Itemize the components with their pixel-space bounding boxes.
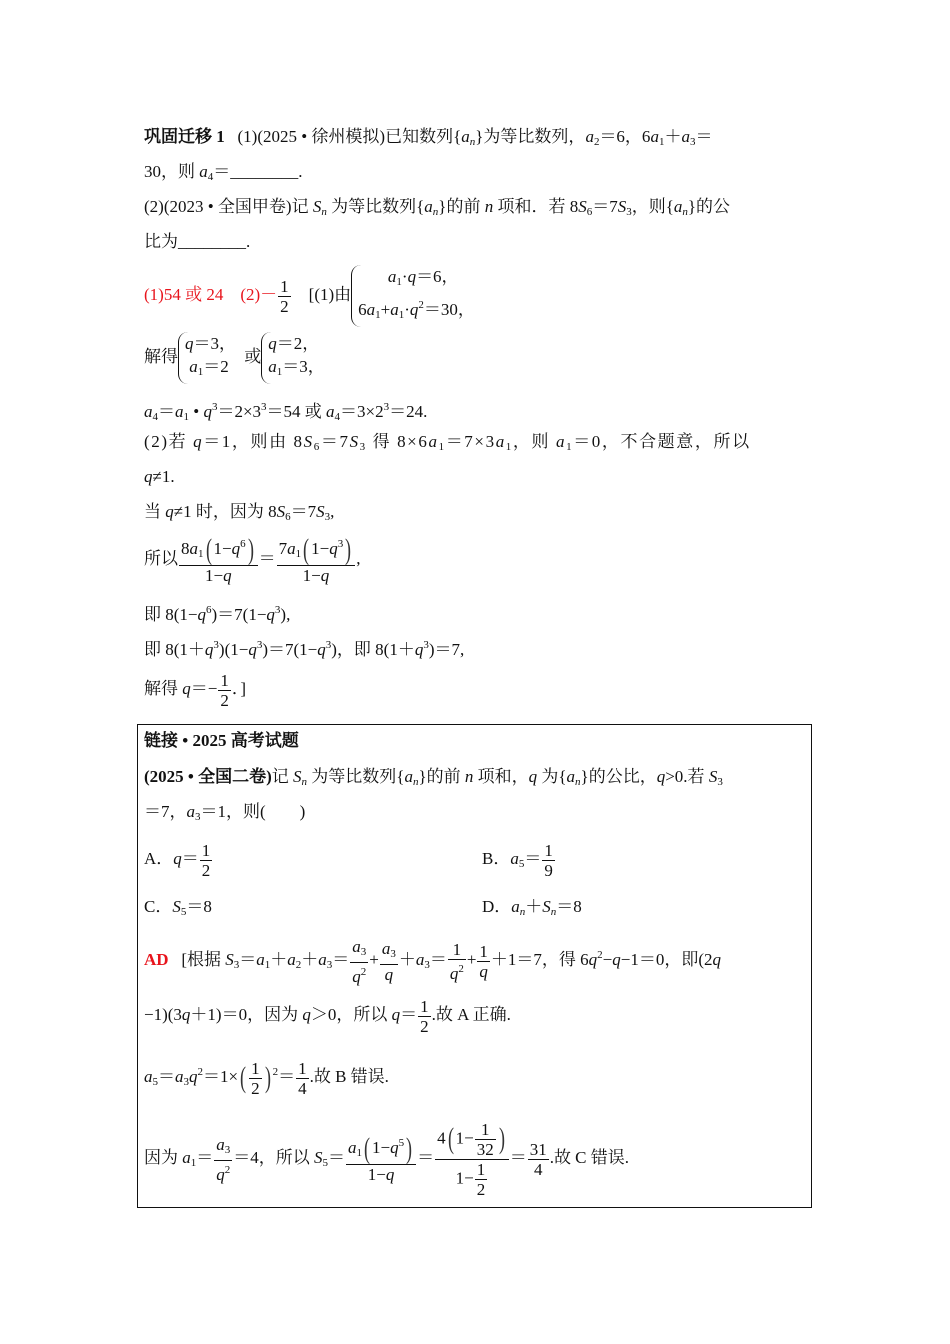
solution-intro: [(1)由 xyxy=(308,284,352,304)
ratio-equation: 所以 $\frac{8a_1( 1-q^6)}{1-q}$ ＝ $\frac{7a_1( 1-q^3)}{1-q}$ , xyxy=(144,533,361,586)
option-d: D．$a_n+S_n=8$ xyxy=(482,897,582,918)
link-solution-2: −1)(3q＋1)＝0，因为 q＞0，所以 q＝ $\frac{1}{2}$ .故 A 正确. xyxy=(144,996,511,1036)
link-problem-cont: ＝7，$a_3=1$，则( ) xyxy=(144,802,306,823)
link-solution-1: AD [根据 $S_3=a_1+a_2+a_3=$ $\frac{a_3}{q^2}$ + $\frac{a_3}{q}$ $+a_3=$ $\frac{1}{q^2}$ + $\frac{1}{q}$ ＋1＝7，得 $6q^2-q-1=0$，即(2q xyxy=(144,936,722,986)
equation-system: $a_1\cdot q=6$， $6a_1+a_1\cdot q^2=30$， xyxy=(351,265,479,327)
practice-problem-1-cont: 30，则 $a_4=\_\_\_\_\_\_\_\_$. xyxy=(144,162,303,183)
answer-2: (2)－ $\frac{1}{2}$ xyxy=(240,276,289,316)
link-problem: (2025 • 全国二卷)记 $S_n$ 为等比数列$\{a_n\}$的前 n 项和，q 为$\{a_n\}$的公比，q>0.若 $S_3$ xyxy=(144,767,723,788)
link-solution-4: 因为 $a_1=$ $\frac{a_3}{q^2}$ ＝4，所以 $S_5=$ $\frac{a_1( 1-q^5)}{1-q}$ ＝ 4( 1− $\frac{1}{32}$ ) 1− $\frac{1}{2}$ ＝ $\frac{31}{4}$ .故 C 错误. xyxy=(144,1119,630,1199)
answer-1: (1)54 或 24 xyxy=(144,284,224,304)
practice-label: 巩固迁移 1 xyxy=(144,127,225,146)
option-a: A．q＝ $\frac{1}{2}$ xyxy=(144,840,211,880)
option-c: C．$S_5=8$ xyxy=(144,897,212,918)
q-result: 解得 q＝− $\frac{1}{2}$ ．] xyxy=(144,670,247,710)
case-qne1: 当 q≠1 时，因为 $8S_6=7S_3$, xyxy=(144,502,335,523)
link-answer: AD xyxy=(144,950,169,969)
practice-problem-1: 巩固迁移 1 (1)(2025 • 徐州模拟)已知数列$\{a_n\}$为等比数列，$a_2=6$，$6a_1+a_3=$ xyxy=(144,127,713,148)
practice-problem-2: (2)(2023 • 全国甲卷)记 $S_n$ 为等比数列$\{a_n\}$的前 n 项和．若 $8S_6=7S_3$，则$\{a_n\}$的公 xyxy=(144,197,731,218)
simplify-2: 即 $8(1+q^3)(1-q^3)=7(1-q^3)$，即 $8(1+q^3)=7$, xyxy=(144,639,465,659)
link-header: 链接 • 2025 高考试题 xyxy=(144,731,299,750)
link-solution-3: $a_5=a_3q^2=1\times$( $\frac{1}{2}$ ) $^2$＝ $\frac{1}{4}$ .故 B 错误. xyxy=(144,1058,389,1098)
option-b: B．$a_5=$ $\frac{1}{9}$ xyxy=(482,840,553,880)
case-q1: (2)若 q＝1，则由 $8S_6=7S_3$ 得 $8\times 6a_1=7\times 3a_1$，则 $a_1=0$，不合题意，所以 xyxy=(144,432,751,453)
a4-result: $a_4=a_1$ • $q^3=2\times 3^3=54$ 或 $a_4=3\times 2^3=24$. xyxy=(144,401,428,423)
simplify-1: 即 $8(1-q^6)=7(1-q^3)$, xyxy=(144,604,291,624)
practice-problem-2-cont: 比为________. xyxy=(144,232,251,251)
solution-cases: 解得q＝3， $a_1=2$ 或q＝2， $a_1=3$， xyxy=(144,332,329,384)
case-q1-cont: q≠1. xyxy=(144,467,175,486)
answer-line xyxy=(144,265,479,327)
